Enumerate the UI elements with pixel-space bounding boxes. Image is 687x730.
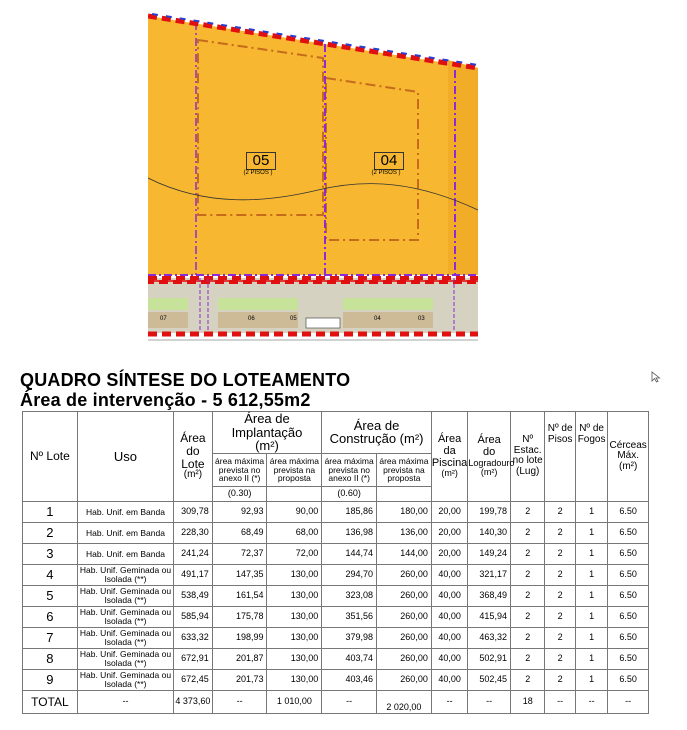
row-fogos: 1 <box>575 585 607 606</box>
row-lote: 5 <box>23 585 78 606</box>
table-row <box>23 606 649 627</box>
row-fogos: 1 <box>575 606 607 627</box>
row-logradouro: 415,94 <box>468 606 511 627</box>
row-impl-anexo: 175,78 <box>212 606 267 627</box>
header-fogos: Nº de Fogos <box>575 412 607 502</box>
row-piscina: 40,00 <box>431 648 468 669</box>
row-uso: Hab. Unif. Geminada ou Isolada (**) <box>77 585 173 606</box>
row-pisos: 2 <box>545 522 575 543</box>
lot-floors: (2 PISOS ) <box>243 170 273 176</box>
strip-label: 04 <box>374 316 381 322</box>
row-logradouro: 368,49 <box>468 585 511 606</box>
row-piscina: 40,00 <box>431 564 468 585</box>
row-fogos: 1 <box>575 564 607 585</box>
row-area: 241,24 <box>174 543 213 564</box>
row-area: 309,78 <box>174 501 213 522</box>
row-estac: 2 <box>510 501 544 522</box>
header-area-implantacao: Área de Implantação (m²) <box>212 412 322 454</box>
row-impl-anexo: 72,37 <box>212 543 267 564</box>
row-cons-anexo: 144,74 <box>322 543 377 564</box>
row-cerceas: 6.50 <box>608 606 649 627</box>
table-row <box>23 627 649 648</box>
total-cerceas: -- <box>608 690 649 713</box>
row-pisos: 2 <box>545 564 575 585</box>
row-impl-prop: 130,00 <box>267 585 322 606</box>
header-line: Piscina <box>431 456 468 469</box>
row-cons-anexo: 403,74 <box>322 648 377 669</box>
row-uso: Hab. Unif. Geminada ou Isolada (**) <box>77 627 173 648</box>
total-piscina: -- <box>431 690 468 713</box>
row-cerceas: 6.50 <box>608 627 649 648</box>
row-logradouro: 140,30 <box>468 522 511 543</box>
row-impl-prop: 72,00 <box>267 543 322 564</box>
intervention-area-title: Área de intervenção - 5 612,55m2 <box>20 390 311 410</box>
row-pisos: 2 <box>545 585 575 606</box>
header-line: da <box>443 444 456 457</box>
row-piscina: 20,00 <box>431 522 468 543</box>
row-cons-prop: 136,00 <box>377 522 432 543</box>
row-piscina: 40,00 <box>431 585 468 606</box>
lot-number: 05 <box>246 152 276 170</box>
row-pisos: 2 <box>545 501 575 522</box>
header-line: Cérceas <box>609 439 647 451</box>
header-line: Área <box>180 431 206 446</box>
row-impl-anexo: 201,73 <box>212 669 267 690</box>
total-impl-anexo: -- <box>212 690 267 713</box>
mouse-cursor-icon <box>651 371 661 383</box>
row-impl-prop: 130,00 <box>267 648 322 669</box>
row-logradouro: 502,91 <box>468 648 511 669</box>
document-title: QUADRO SÍNTESE DO LOTEAMENTO <box>20 370 351 390</box>
header-line: do <box>483 446 496 459</box>
row-cons-prop: 260,00 <box>377 648 432 669</box>
row-cons-anexo: 379,98 <box>322 627 377 648</box>
header-lote: Nº Lote <box>23 412 78 502</box>
row-area: 672,91 <box>174 648 213 669</box>
row-logradouro: 502,45 <box>468 669 511 690</box>
row-estac: 2 <box>510 627 544 648</box>
row-impl-prop: 130,00 <box>267 606 322 627</box>
row-pisos: 2 <box>545 606 575 627</box>
row-estac: 2 <box>510 669 544 690</box>
total-fogos: -- <box>575 690 607 713</box>
header-line: (m²) <box>480 467 498 477</box>
row-lote: 8 <box>23 648 78 669</box>
header-line: Nº <box>522 434 534 446</box>
row-impl-anexo: 198,99 <box>212 627 267 648</box>
strip-label: 03 <box>418 316 425 322</box>
total-cons-prop: 2 020,00 <box>377 690 432 713</box>
row-piscina: 20,00 <box>431 501 468 522</box>
row-estac: 2 <box>510 606 544 627</box>
header-line: Máx. <box>617 450 639 462</box>
row-cons-anexo: 136,98 <box>322 522 377 543</box>
row-impl-anexo: 147,35 <box>212 564 267 585</box>
row-impl-prop: 68,00 <box>267 522 322 543</box>
lot-label-04 <box>371 152 404 176</box>
row-uso: Hab. Unif. em Banda <box>77 522 173 543</box>
header-cons-proposta: área máxima prevista na proposta <box>377 453 432 486</box>
row-fogos: 1 <box>575 522 607 543</box>
row-uso: Hab. Unif. em Banda <box>77 543 173 564</box>
site-plan <box>148 10 478 350</box>
row-cons-prop: 260,00 <box>377 585 432 606</box>
row-impl-prop: 130,00 <box>267 627 322 648</box>
header-area-logradouro <box>468 412 515 502</box>
row-uso: Hab. Unif. Geminada ou Isolada (**) <box>77 564 173 585</box>
header-line: (m²) <box>441 468 458 479</box>
header-line: (m²) <box>619 460 638 472</box>
row-cons-anexo: 403,46 <box>322 669 377 690</box>
table-row <box>23 648 649 669</box>
row-cerceas: 6.50 <box>608 564 649 585</box>
row-cerceas: 6.50 <box>608 501 649 522</box>
row-logradouro: 149,24 <box>468 543 511 564</box>
table-row <box>23 564 649 585</box>
row-area: 228,30 <box>174 522 213 543</box>
row-cons-prop: 144,00 <box>377 543 432 564</box>
row-cerceas: 6.50 <box>608 522 649 543</box>
table-row <box>23 501 649 522</box>
header-estacionamento <box>510 412 544 502</box>
header-line: (Lug) <box>516 465 540 477</box>
total-area: 4 373,60 <box>174 690 213 713</box>
row-piscina: 40,00 <box>431 606 468 627</box>
row-cons-prop: 180,00 <box>377 501 432 522</box>
row-estac: 2 <box>510 522 544 543</box>
row-cons-anexo: 294,70 <box>322 564 377 585</box>
table-row <box>23 522 649 543</box>
header-impl-anexo: área máxima prevista no anexo II (*) <box>212 453 267 486</box>
table-row <box>23 585 649 606</box>
row-fogos: 1 <box>575 627 607 648</box>
row-estac: 2 <box>510 543 544 564</box>
row-impl-prop: 130,00 <box>267 564 322 585</box>
row-impl-anexo: 201,87 <box>212 648 267 669</box>
row-fogos: 1 <box>575 648 607 669</box>
total-row <box>23 690 649 713</box>
header-area-construcao: Área de Construção (m²) <box>322 412 432 454</box>
row-cons-anexo: 323,08 <box>322 585 377 606</box>
strip-label: 06 <box>248 316 255 322</box>
row-area: 633,32 <box>174 627 213 648</box>
row-uso: Hab. Unif. em Banda <box>77 501 173 522</box>
row-pisos: 2 <box>545 648 575 669</box>
row-area: 538,49 <box>174 585 213 606</box>
row-cerceas: 6.50 <box>608 585 649 606</box>
lot-floors: (2 PISOS ) <box>371 170 401 176</box>
row-lote: 3 <box>23 543 78 564</box>
row-pisos: 2 <box>545 627 575 648</box>
row-lote: 7 <box>23 627 78 648</box>
header-line: Área <box>437 433 462 446</box>
row-uso: Hab. Unif. Geminada ou Isolada (**) <box>77 648 173 669</box>
row-pisos: 2 <box>545 543 575 564</box>
header-uso: Uso <box>77 412 173 502</box>
row-cons-prop: 260,00 <box>377 669 432 690</box>
header-area-lote <box>174 412 213 502</box>
header-line: do <box>186 443 200 458</box>
total-uso: -- <box>77 690 173 713</box>
row-lote: 2 <box>23 522 78 543</box>
row-cons-prop: 260,00 <box>377 564 432 585</box>
row-fogos: 1 <box>575 669 607 690</box>
row-lote: 6 <box>23 606 78 627</box>
header-pisos: Nº de Pisos <box>545 412 575 502</box>
total-pisos: -- <box>545 690 575 713</box>
table-row <box>23 669 649 690</box>
row-impl-anexo: 68,49 <box>212 522 267 543</box>
header-cerceas <box>608 412 649 502</box>
row-lote: 9 <box>23 669 78 690</box>
header-impl-factor: (0.30) <box>212 486 267 501</box>
row-cerceas: 6.50 <box>608 648 649 669</box>
header-line: Área <box>477 434 501 447</box>
row-area: 491,17 <box>174 564 213 585</box>
header-line: Estac. <box>513 444 542 456</box>
row-logradouro: 199,78 <box>468 501 511 522</box>
row-area: 672,45 <box>174 669 213 690</box>
row-impl-anexo: 161,54 <box>212 585 267 606</box>
header-cons-anexo: área máxima prevista no anexo II (*) <box>322 453 377 486</box>
row-estac: 2 <box>510 648 544 669</box>
row-pisos: 2 <box>545 669 575 690</box>
header-line: no lote <box>512 455 543 467</box>
header-empty <box>267 486 322 501</box>
row-piscina: 40,00 <box>431 669 468 690</box>
row-impl-anexo: 92,93 <box>212 501 267 522</box>
row-impl-prop: 90,00 <box>267 501 322 522</box>
total-cons-anexo: -- <box>322 690 377 713</box>
summary-table <box>22 411 649 714</box>
total-label: TOTAL <box>23 690 78 713</box>
header-cons-factor: (0.60) <box>322 486 377 501</box>
strip-label: 07 <box>160 316 167 322</box>
strip-label: 05 <box>290 316 297 322</box>
row-cerceas: 6.50 <box>608 669 649 690</box>
row-cons-prop: 260,00 <box>377 627 432 648</box>
row-cons-prop: 260,00 <box>377 606 432 627</box>
row-uso: Hab. Unif. Geminada ou Isolada (**) <box>77 669 173 690</box>
header-line: Lote <box>181 456 205 471</box>
site-plan-drawing <box>148 10 478 350</box>
total-impl-prop: 1 010,00 <box>267 690 322 713</box>
row-cerceas: 6.50 <box>608 543 649 564</box>
row-cons-anexo: 185,86 <box>322 501 377 522</box>
row-logradouro: 321,17 <box>468 564 511 585</box>
row-lote: 1 <box>23 501 78 522</box>
row-area: 585,94 <box>174 606 213 627</box>
row-estac: 2 <box>510 585 544 606</box>
header-line: (m²) <box>183 469 203 481</box>
row-logradouro: 463,32 <box>468 627 511 648</box>
row-uso: Hab. Unif. Geminada ou Isolada (**) <box>77 606 173 627</box>
header-line: Logradouro <box>468 457 515 468</box>
row-piscina: 40,00 <box>431 627 468 648</box>
lot-number: 04 <box>374 152 404 170</box>
row-piscina: 20,00 <box>431 543 468 564</box>
row-fogos: 1 <box>575 543 607 564</box>
total-logradouro: -- <box>468 690 511 713</box>
table-row <box>23 543 649 564</box>
total-estac: 18 <box>510 690 544 713</box>
row-estac: 2 <box>510 564 544 585</box>
row-cons-anexo: 351,56 <box>322 606 377 627</box>
row-impl-prop: 130,00 <box>267 669 322 690</box>
row-fogos: 1 <box>575 501 607 522</box>
row-lote: 4 <box>23 564 78 585</box>
header-empty <box>377 486 432 501</box>
lot-label-05 <box>243 152 276 176</box>
header-impl-proposta: área máxima prevista na proposta <box>267 453 322 486</box>
header-area-piscina <box>431 412 468 502</box>
